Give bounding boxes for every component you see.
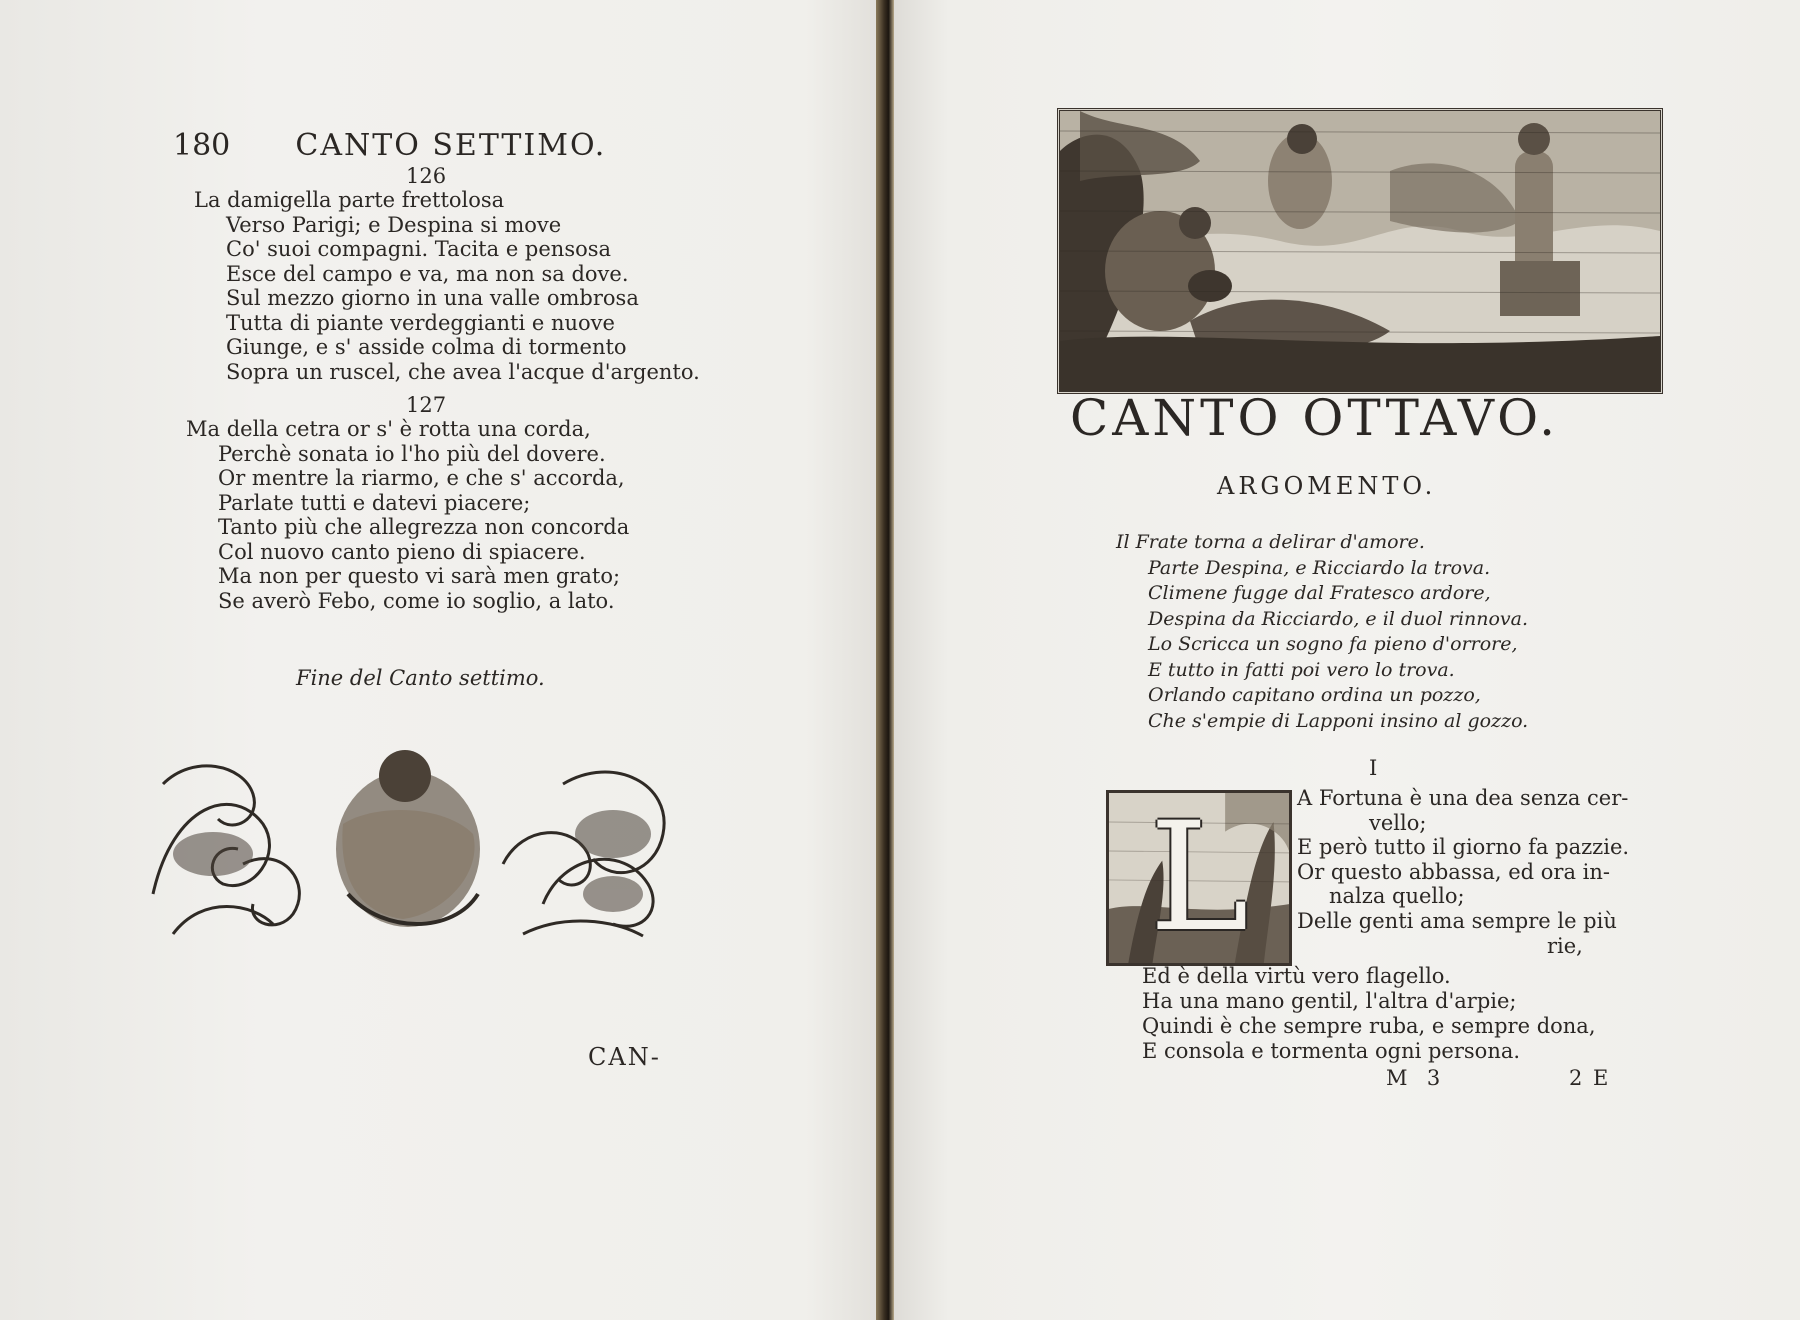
verse-line: Parlate tutti e datevi piacere; bbox=[218, 490, 531, 515]
verse-line: Ma non per questo vi sarà men grato; bbox=[218, 564, 621, 588]
argument-line: Parte Despina, e Ricciardo la trova. bbox=[1148, 556, 1491, 579]
verse-line: Ma della cetra or s' è rotta una corda, bbox=[186, 417, 591, 441]
stanza-1-below-initial bbox=[1142, 964, 1596, 1064]
argument-line: Lo Scricca un sogno fa pieno d'orrore, bbox=[1148, 633, 1518, 655]
running-head-title: CANTO SETTIMO. bbox=[295, 128, 607, 163]
verse-line: rie, bbox=[1547, 933, 1583, 958]
verse-line: Ha una mano gentil, l'altra d'arpie; bbox=[1142, 989, 1517, 1013]
ornament-engraving bbox=[143, 744, 680, 940]
verse-line: Giunge, e s' asside colma di tormento bbox=[226, 335, 627, 359]
verse-line: La damigella parte frettolosa bbox=[194, 188, 505, 212]
verse-line: nalza quello; bbox=[1329, 884, 1465, 909]
verse-line: Se averò Febo, come io soglio, a lato. bbox=[218, 588, 615, 613]
verse-line: Ed è della virtù vero flagello. bbox=[1142, 964, 1451, 988]
engraved-scene-illustration bbox=[1060, 111, 1660, 391]
verse-line: Or mentre la riarmo, e che s' accorda, bbox=[218, 466, 625, 490]
verse-line: Co' suoi compagni. Tacita e pensosa bbox=[226, 237, 612, 261]
stanza-1-beside-initial bbox=[1297, 786, 1629, 958]
argument-block bbox=[1116, 530, 1528, 734]
running-head bbox=[173, 128, 606, 163]
page-number: 180 bbox=[173, 128, 231, 163]
catchword: 2 E bbox=[1569, 1066, 1611, 1090]
verse-line: Quindi è che sempre ruba, e sempre dona, bbox=[1142, 1014, 1596, 1038]
book-gutter bbox=[876, 0, 894, 1320]
stanza-number: I bbox=[1369, 756, 1378, 780]
verse-line: Or questo abbassa, ed ora in- bbox=[1297, 859, 1610, 884]
acanthus-tailpiece-ornament bbox=[143, 744, 680, 940]
canto-title: CANTO OTTAVO. bbox=[1070, 389, 1560, 447]
stanza-126 bbox=[194, 188, 700, 384]
headpiece-engraving bbox=[1057, 108, 1663, 394]
initial-letter: L bbox=[1149, 791, 1249, 965]
argument-line: Climene fugge dal Fratesco ardore, bbox=[1148, 582, 1491, 604]
catchword: CAN- bbox=[588, 1043, 661, 1071]
verse-line: Col nuovo canto pieno di spiacere. bbox=[218, 539, 586, 564]
verse-line: E consola e tormenta ogni persona. bbox=[1142, 1039, 1521, 1063]
stanza-number: 126 bbox=[406, 164, 447, 188]
signature-mark: M 3 bbox=[1386, 1066, 1443, 1090]
stanza-127 bbox=[186, 417, 629, 613]
verse-line: E però tutto il giorno fa pazzie. bbox=[1297, 835, 1630, 860]
argument-line: Orlando capitano ordina un pozzo, bbox=[1148, 684, 1481, 706]
verse-line: Esce del campo e va, ma non sa dove. bbox=[226, 261, 629, 286]
argument-line: Il Frate torna a delirar d'amore. bbox=[1116, 531, 1425, 553]
verse-line: Perchè sonata io l'ho più del dovere. bbox=[218, 441, 606, 466]
verse-line: A Fortuna è una dea senza cer- bbox=[1297, 786, 1629, 810]
verse-line: Sopra un ruscel, che avea l'acque d'argento. bbox=[226, 359, 700, 384]
verse-line: Delle genti ama sempre le più bbox=[1297, 908, 1617, 933]
argument-line: E tutto in fatti poi vero lo trova. bbox=[1148, 658, 1455, 681]
argument-heading: ARGOMENTO. bbox=[1217, 472, 1437, 500]
verse-line: Verso Parigi; e Despina si move bbox=[226, 212, 562, 237]
verse-line: vello; bbox=[1369, 810, 1427, 835]
decorated-initial bbox=[1106, 790, 1292, 966]
argument-line: Che s'empie di Lapponi insino al gozzo. bbox=[1148, 709, 1529, 732]
verse-line: Sul mezzo giorno in una valle ombrosa bbox=[226, 286, 639, 310]
verse-line: Tanto più che allegrezza non concorda bbox=[218, 515, 630, 539]
end-of-canto-note: Fine del Canto settimo. bbox=[296, 666, 545, 690]
verse-line: Tutta di piante verdeggianti e nuove bbox=[226, 310, 615, 335]
left-page bbox=[0, 0, 876, 1320]
stanza-number: 127 bbox=[406, 393, 447, 417]
argument-line: Despina da Ricciardo, e il duol rinnova. bbox=[1148, 607, 1529, 630]
